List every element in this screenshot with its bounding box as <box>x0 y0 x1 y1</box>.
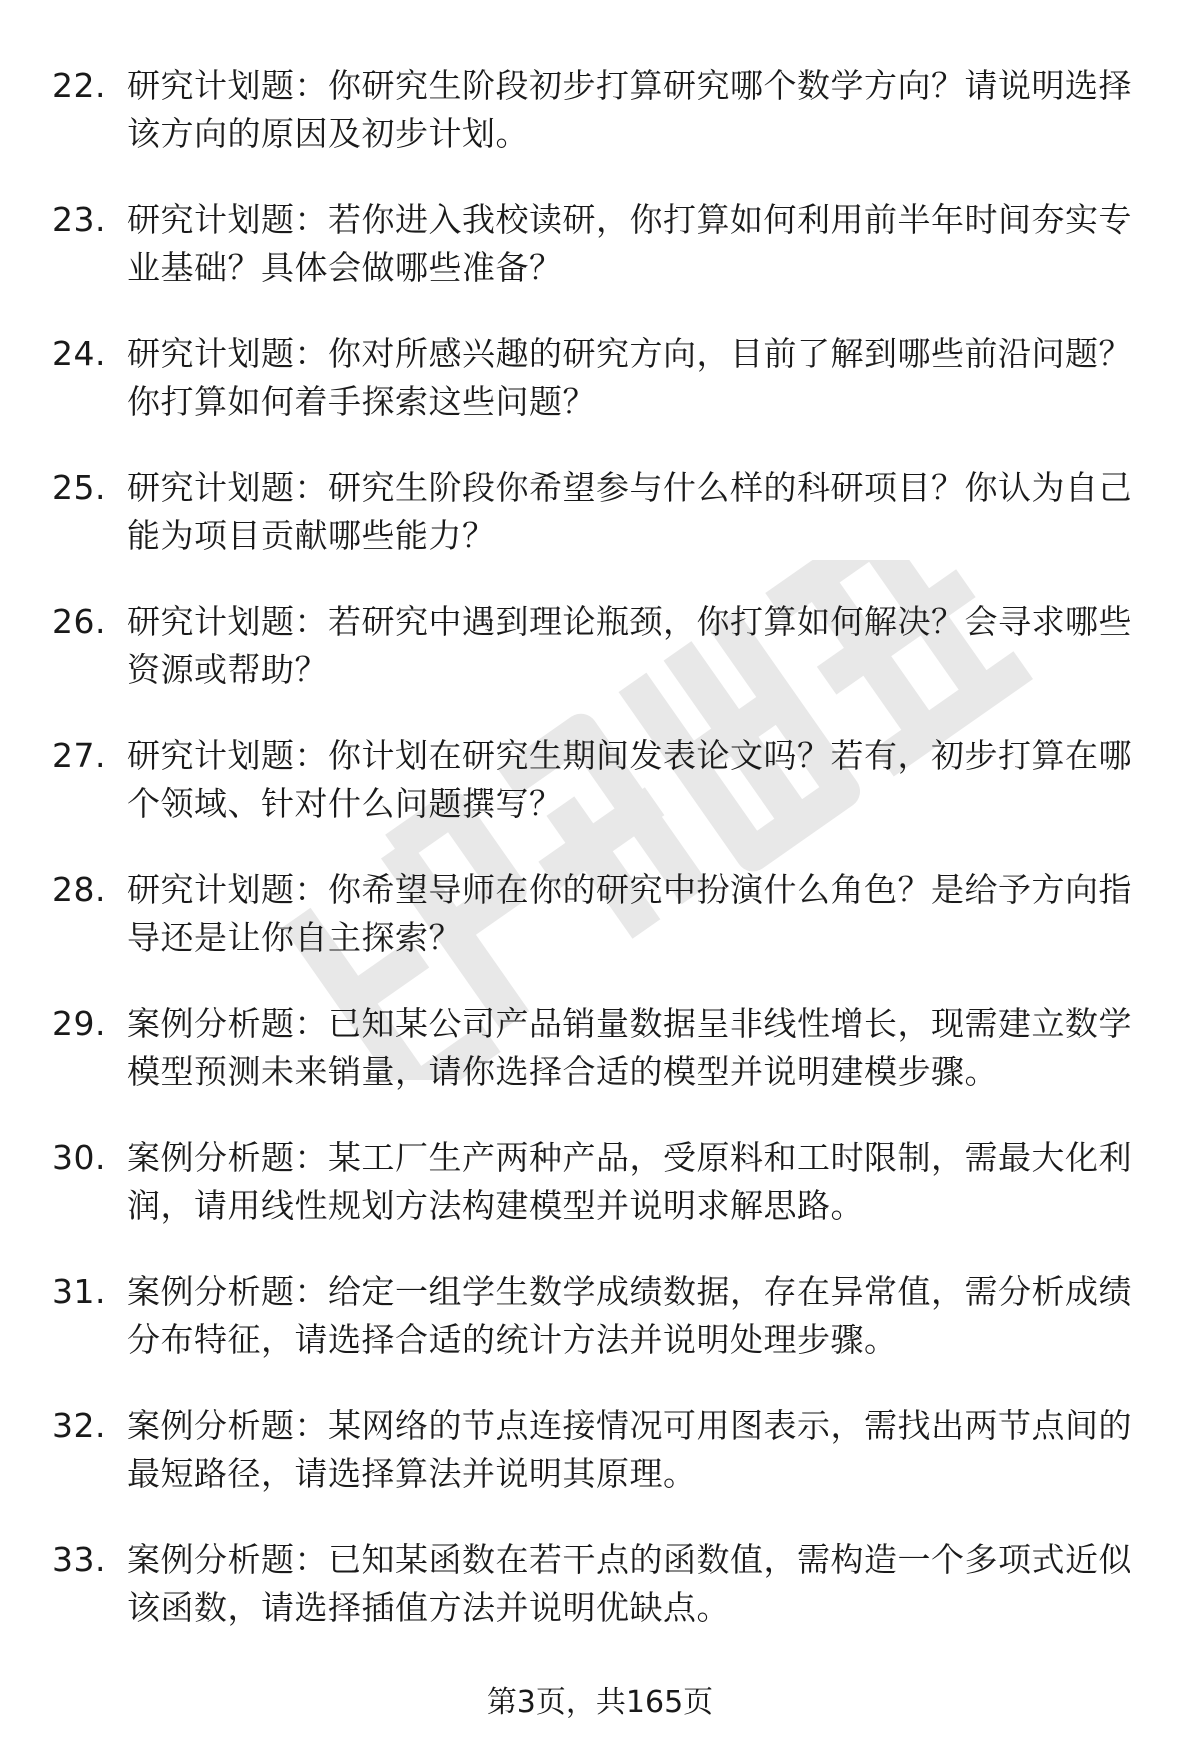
question-number: 22. <box>52 66 106 105</box>
question-text: 研究计划题：若你进入我校读研，你打算如何利用前半年时间夯实专业基础？具体会做哪些准备？ <box>127 200 1132 287</box>
question-text: 案例分析题：已知某函数在若干点的函数值，需构造一个多项式近似该函数，请选择插值方法并说明优缺点。 <box>127 1540 1132 1627</box>
question-number: 27. <box>52 736 106 775</box>
question-number: 29. <box>52 1004 106 1043</box>
question-item <box>52 62 1152 158</box>
question-text: 案例分析题：已知某公司产品销量数据呈非线性增长，现需建立数学模型预测未来销量，请你选择合适的模型并说明建模步骤。 <box>127 1004 1132 1091</box>
question-number: 31. <box>52 1272 106 1311</box>
question-item <box>52 1402 1152 1498</box>
question-item <box>52 598 1152 694</box>
question-number: 24. <box>52 334 106 373</box>
question-text: 研究计划题：研究生阶段你希望参与什么样的科研项目？你认为自己能为项目贡献哪些能力？ <box>127 468 1132 555</box>
page-footer: 第3页，共165页 <box>486 1685 714 1720</box>
question-text: 案例分析题：某网络的节点连接情况可用图表示，需找出两节点间的最短路径，请选择算法并说明其原理。 <box>127 1406 1132 1493</box>
question-number: 32. <box>52 1406 106 1445</box>
question-item <box>52 866 1152 962</box>
question-number: 26. <box>52 602 106 641</box>
question-item <box>52 196 1152 292</box>
question-item <box>52 330 1152 426</box>
question-text: 研究计划题：若研究中遇到理论瓶颈，你打算如何解决？会寻求哪些资源或帮助？ <box>127 602 1132 689</box>
question-item <box>52 1000 1152 1096</box>
question-item <box>52 732 1152 828</box>
question-number: 28. <box>52 870 106 909</box>
question-number: 30. <box>52 1138 106 1177</box>
question-text: 研究计划题：你希望导师在你的研究中扮演什么角色？是给予方向指导还是让你自主探索？ <box>127 870 1132 957</box>
question-text: 研究计划题：你对所感兴趣的研究方向，目前了解到哪些前沿问题？你打算如何着手探索这些问题？ <box>127 334 1132 421</box>
question-item <box>52 1536 1152 1632</box>
question-text: 研究计划题：你研究生阶段初步打算研究哪个数学方向？请说明选择该方向的原因及初步计划。 <box>127 66 1132 153</box>
question-number: 33. <box>52 1540 106 1579</box>
question-list <box>52 62 1152 1670</box>
question-text: 案例分析题：给定一组学生数学成绩数据，存在异常值，需分析成绩分布特征，请选择合适的统计方法并说明处理步骤。 <box>127 1272 1132 1359</box>
question-number: 23. <box>52 200 106 239</box>
question-item <box>52 464 1152 560</box>
question-text: 研究计划题：你计划在研究生期间发表论文吗？若有，初步打算在哪个领域、针对什么问题撰写？ <box>127 736 1132 823</box>
question-item <box>52 1268 1152 1364</box>
question-text: 案例分析题：某工厂生产两种产品，受原料和工时限制，需最大化利润，请用线性规划方法构建模型并说明求解思路。 <box>127 1138 1132 1225</box>
question-item <box>52 1134 1152 1230</box>
question-number: 25. <box>52 468 106 507</box>
